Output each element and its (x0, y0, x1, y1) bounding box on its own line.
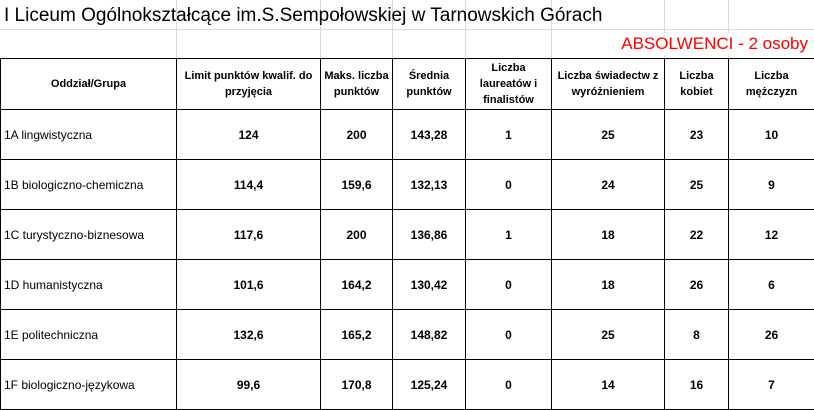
group-name: 1E politechniczna (1, 310, 177, 360)
group-name: 1D humanistyczna (1, 260, 177, 310)
max-points-cell: 200 (321, 210, 393, 260)
honors-cell: 25 (552, 310, 665, 360)
laureates-cell: 0 (466, 310, 552, 360)
table-row (1, 360, 814, 410)
max-points-cell: 165,2 (321, 310, 393, 360)
honors-cell: 14 (552, 360, 665, 410)
men-cell: 9 (729, 160, 814, 210)
women-cell: 25 (665, 160, 729, 210)
women-cell: 26 (665, 260, 729, 310)
header-row (1, 59, 814, 110)
women-cell: 23 (665, 110, 729, 160)
column-header-group: Oddział/Grupa (1, 59, 177, 110)
group-name: 1C turystyczno-biznesowa (1, 210, 177, 260)
column-header-honors: Liczba świadectw z wyróżnieniem (552, 59, 665, 110)
column-header-laureates: Liczba laureatów i finalistów (466, 59, 552, 110)
column-header-max-points: Maks. liczba punktów (321, 59, 393, 110)
results-table (0, 58, 814, 410)
table-row (1, 310, 814, 360)
table-row (1, 210, 814, 260)
table-row (1, 110, 814, 160)
honors-cell: 18 (552, 260, 665, 310)
laureates-cell: 1 (466, 110, 552, 160)
threshold-cell: 132,6 (177, 310, 321, 360)
men-cell: 6 (729, 260, 814, 310)
men-cell: 12 (729, 210, 814, 260)
threshold-cell: 117,6 (177, 210, 321, 260)
max-points-cell: 170,8 (321, 360, 393, 410)
threshold-cell: 99,6 (177, 360, 321, 410)
group-name: 1A lingwistyczna (1, 110, 177, 160)
threshold-cell: 114,4 (177, 160, 321, 210)
men-cell: 26 (729, 310, 814, 360)
max-points-cell: 200 (321, 110, 393, 160)
honors-cell: 24 (552, 160, 665, 210)
women-cell: 16 (665, 360, 729, 410)
average-cell: 148,82 (393, 310, 466, 360)
max-points-cell: 164,2 (321, 260, 393, 310)
table-row (1, 260, 814, 310)
honors-cell: 18 (552, 210, 665, 260)
average-cell: 132,13 (393, 160, 466, 210)
table-row (1, 160, 814, 210)
column-header-threshold: Limit punktów kwalif. do przyjęcia (177, 59, 321, 110)
laureates-cell: 0 (466, 360, 552, 410)
group-name: 1F biologiczno-językowa (1, 360, 177, 410)
threshold-cell: 124 (177, 110, 321, 160)
men-cell: 10 (729, 110, 814, 160)
group-name: 1B biologiczno-chemiczna (1, 160, 177, 210)
women-cell: 8 (665, 310, 729, 360)
threshold-cell: 101,6 (177, 260, 321, 310)
average-cell: 125,24 (393, 360, 466, 410)
page-title: I Liceum Ogólnokształcące im.S.Sempołowskiej w Tarnowskich Górach (4, 4, 602, 28)
average-cell: 136,86 (393, 210, 466, 260)
men-cell: 7 (729, 360, 814, 410)
max-points-cell: 159,6 (321, 160, 393, 210)
laureates-cell: 0 (466, 160, 552, 210)
honors-cell: 25 (552, 110, 665, 160)
column-header-average: Średnia punktów (393, 59, 466, 110)
average-cell: 130,42 (393, 260, 466, 310)
column-header-men: Liczba mężczyzn (729, 59, 814, 110)
graduates-note: ABSOLWENCI - 2 osoby (617, 33, 808, 55)
laureates-cell: 0 (466, 260, 552, 310)
column-header-women: Liczba kobiet (665, 59, 729, 110)
laureates-cell: 1 (466, 210, 552, 260)
gridline (0, 29, 814, 30)
women-cell: 22 (665, 210, 729, 260)
average-cell: 143,28 (393, 110, 466, 160)
